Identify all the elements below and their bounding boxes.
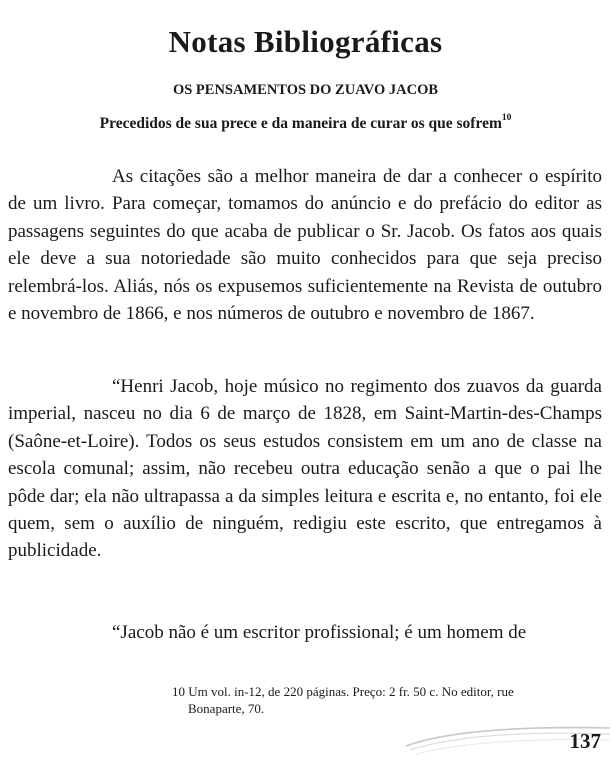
footnote-line-1: 10 Um vol. in-12, de 220 páginas. Preço: 2 fr. 50 c. No editor, rue	[172, 684, 514, 699]
paragraph-1-text: As citações são a melhor maneira de dar a conhecer o espírito de um livro. Para começar, tomamos do anúncio e do prefácio do editor as passagens seguintes do que acaba de publicar o Sr. Jacob. Os fatos aos quais ele deve a sua notoriedade são muito conhecidos para que seja preciso relembrá-los. Aliás, nós os expusemos suficientemente na Revista de outubro e novembro de 1866, e nos números de outubro e novembro de 1867.	[8, 166, 602, 325]
paragraph-2-text: “Henri Jacob, hoje músico no regimento dos zuavos da guarda imperial, nasceu no dia 6 de março de 1828, em Saint-Martin-des-Champs (Saône-et-Loire). Todos os seus estudos consistem em um ano de classe na escola comunal; assim, não recebeu outra educação senão a que o pai lhe pôde dar; ela não ultrapassa a da simples leitura e escrita e, no entanto, foi ele quem, sem o auxílio de ninguém, redigiu este escrito, que entregamos à publicidade.	[8, 376, 602, 562]
paragraph-2	[8, 373, 602, 565]
footnote-marker: 10	[501, 113, 512, 123]
footnote-line-2: Bonaparte, 70.	[188, 701, 265, 716]
paragraph-3-text: “Jacob não é um escritor profissional; é um homem de	[112, 622, 527, 643]
paragraph-1	[8, 163, 602, 327]
page-number: 137	[569, 729, 601, 753]
book-subtitle-text: Precedidos de sua prece e da maneira de curar os que sofrem	[99, 115, 502, 132]
page-title: Notas Bibliográficas	[168, 24, 443, 59]
footnote	[172, 683, 602, 717]
book-subtitle	[0, 112, 611, 136]
paragraph-3	[8, 619, 602, 646]
book-title: OS PENSAMENTOS DO ZUAVO JACOB	[172, 82, 439, 98]
